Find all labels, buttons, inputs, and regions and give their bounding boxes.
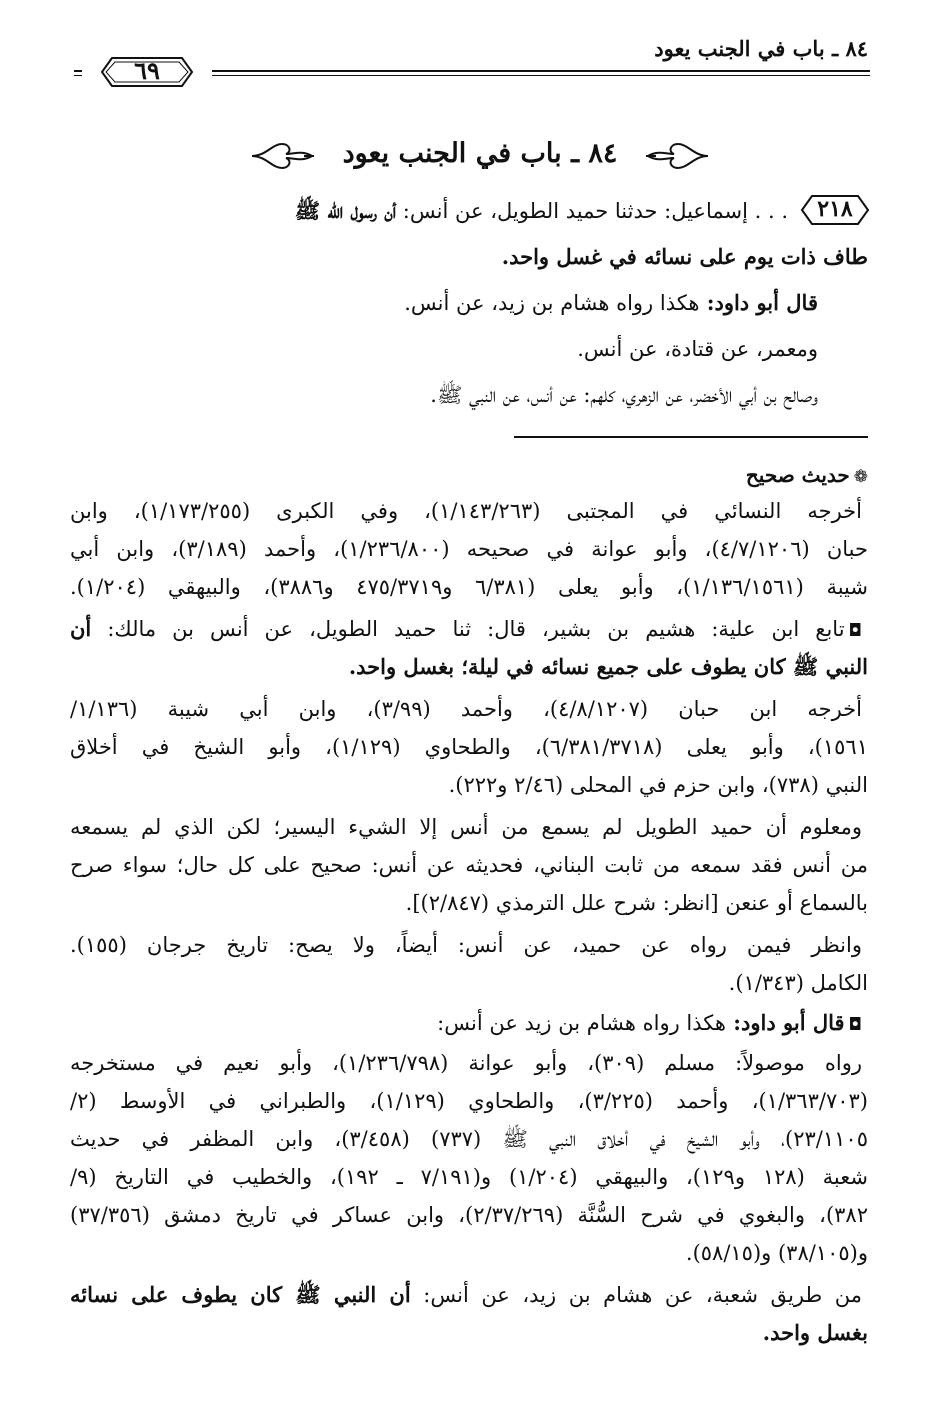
hadith-line-1-bold: أن رسول الله ﷺ bbox=[294, 198, 397, 223]
commentary-line-18: شعبة (١٢٨ و١٢٩)، والبيهقي (١/٢٠٤) و(٧/١٩١ ـ ١٩٢)، والخطيب في التاريخ (٩/ bbox=[70, 1165, 868, 1189]
bullet-icon: ◘ bbox=[848, 1015, 862, 1035]
commentary-heading-text: حديث صحيح bbox=[745, 463, 850, 487]
hadith-line-1 bbox=[70, 196, 788, 226]
commentary-line-4-text: تابع ابن علية: هشيم بن بشير، قال: ثنا حميد الطويل، عن أنس بن مالك: bbox=[91, 617, 845, 641]
commentary-line-7: ١٥٦١)، وأبو يعلى (٦/٣٨١/٣٧١٨)، والطحاوي (١/١٢٩)، وأبو الشيخ في أخلاق bbox=[70, 735, 868, 759]
commentary-line-17: ٢٣/١١٠٥)، وأبو الشيخ في أخلاق النبي ﷺ (٧٣٧) (٣/٤٥٨)، وابن المظفر في حديث bbox=[70, 1127, 868, 1151]
commentary-heading bbox=[70, 460, 868, 492]
hadith-number: ٢١٨ bbox=[817, 196, 853, 222]
chapter-title: ٨٤ ـ باب في الجنب يعود bbox=[342, 138, 618, 169]
page-number: ٦٩ bbox=[134, 56, 160, 85]
commentary-line-14 bbox=[70, 1008, 862, 1040]
footnote-rule bbox=[514, 436, 868, 438]
commentary-line-14-text: هكذا رواه هشام بن زيد عن أنس: bbox=[437, 1011, 726, 1035]
commentary-line-22: بغسل واحد. bbox=[762, 1320, 868, 1345]
hadith-line-2: طاف ذات يوم على نسائه في غسل واحد. bbox=[501, 244, 868, 269]
bullet-icon: ◘ bbox=[848, 621, 862, 641]
commentary-line-9: ومعلوم أن حميد الطويل لم يسمع من أنس إلا الشيء اليسير؛ لكن الذي لم يسمعه bbox=[70, 815, 862, 839]
commentary-line-21-bold: أن النبي ﷺ كان يطوف على نسائه bbox=[70, 1282, 411, 1307]
commentary-line-13: الكامل (١/٣٤٣). bbox=[728, 971, 868, 995]
commentary-line-21 bbox=[70, 1280, 862, 1310]
commentary-line-12: وانظر فيمن رواه عن حميد، عن أنس: أيضاً، ولا يصح: تاريخ جرجان (١٥٥). bbox=[70, 933, 862, 957]
commentary-line-4 bbox=[70, 614, 862, 646]
ornament-left-icon bbox=[250, 126, 316, 186]
commentary-line-19: ٣٨٢)، والبغوي في شرح السُّنَّة (٢/٣٧/٢٦٩)، وابن عساكر في تاريخ دمشق (٣٧/٣٥٦) bbox=[70, 1203, 868, 1227]
commentary-line-16: (١/٣٦٣/٧٠٣)، وأحمد (٣/٢٢٥)، والطحاوي (١/١٢٩)، والطبراني في الأوسط (٢/ bbox=[70, 1089, 868, 1113]
hadith-number-frame bbox=[798, 192, 872, 228]
commentary-line-20: و(٣٨/١٠٥) و(٥٨/١٥). bbox=[685, 1241, 868, 1265]
hadith-line-3-text: هكذا رواه هشام بن زيد، عن أنس. bbox=[404, 291, 700, 315]
commentary-line-4-bold: أن bbox=[70, 616, 92, 641]
chapter-heading bbox=[250, 126, 710, 186]
commentary-line-3: شيبة (١/١٣٦/١٥٦١)، وأبو يعلى (٦/٣٨١ و٤٧٥/٣٧١٩ و٣٨٨٦)، والبيهقي (١/٢٠٤). bbox=[70, 575, 868, 599]
commentary-line-15: رواه موصولاً: مسلم (٣٠٩)، وأبو عوانة (١/٢٣٦/٧٩٨)، وأبو نعيم في مستخرجه bbox=[70, 1051, 863, 1075]
hadith-line-3-bold: قال أبو داود: bbox=[699, 290, 818, 315]
commentary-line-1: أخرجه النسائي في المجتبى (١/١٤٣/٢٦٣)، وفي الكبرى (١/١٧٣/٢٥٥)، وابن bbox=[70, 499, 862, 523]
commentary-line-11: بالسماع أو عنعن [انظر: شرح علل الترمذي (٢/٨٤٧)]. bbox=[405, 891, 868, 915]
hadith-line-4: ومعمر، عن قتادة، عن أنس. bbox=[577, 337, 818, 361]
commentary-line-10: من أنس فقد سمعه من ثابت البناني، فحديثه عن أنس: صحيح على كل حال؛ سواء صرح bbox=[70, 853, 868, 877]
commentary-line-21-text: من طريق شعبة، عن هشام بن زيد، عن أنس: bbox=[410, 1283, 862, 1307]
page-number-frame bbox=[82, 50, 212, 94]
hadith-line-1-text: . . . إسماعيل: حدثنا حميد الطويل، عن أنس: bbox=[396, 199, 788, 223]
commentary-line-5: النبي ﷺ كان يطوف على جميع نسائه في ليلة؛ بغسل واحد. bbox=[348, 654, 868, 679]
hadith-line-5: وصالح بن أبي الأخضر، عن الزهري، كلهم: عن أنس، عن النبي ﷺ. bbox=[430, 383, 818, 407]
hadith-line-3 bbox=[70, 288, 818, 318]
heading-mark-icon: ❁ bbox=[853, 467, 868, 487]
commentary-line-6: أخرجه ابن حبان (٤/٨/١٢٠٧)، وأحمد (٣/٩٩)، وابن أبي شيبة (١/١٣٦/ bbox=[70, 697, 862, 721]
ornament-right-icon bbox=[644, 126, 710, 186]
commentary-line-2: حبان (٤/٧/١٢٠٦)، وأبو عوانة في صحيحه (١/٢٣٦/٨٠٠)، وأحمد (٣/١٨٩)، وابن أبي bbox=[70, 537, 869, 561]
running-title: ٨٤ ـ باب في الجنب يعود bbox=[654, 36, 868, 61]
commentary-line-8: النبي (٧٣٨)، وابن حزم في المحلى (٢/٤٦ و٢٢٢). bbox=[448, 773, 868, 797]
commentary-line-14-bold: قال أبو داود: bbox=[725, 1010, 845, 1035]
